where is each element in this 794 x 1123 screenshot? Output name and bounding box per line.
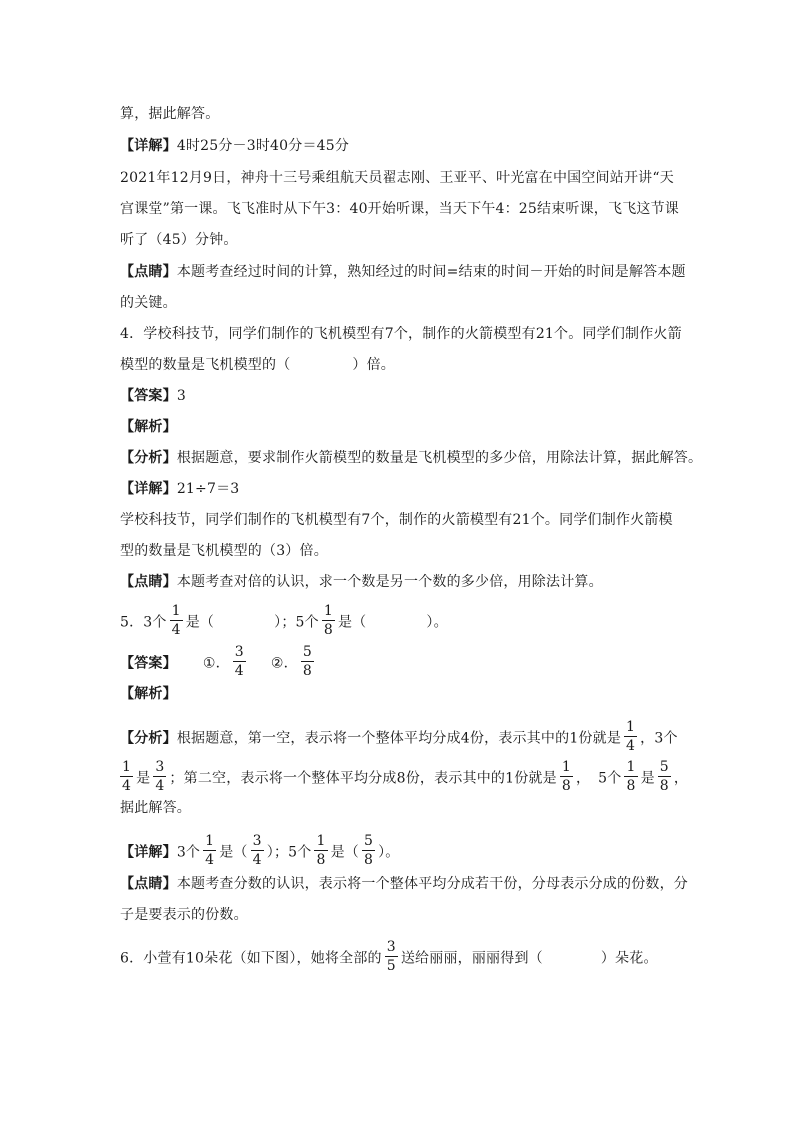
- denominator: 4: [252, 852, 262, 868]
- question-text: 模型的数量是飞机模型的（: [120, 357, 291, 373]
- jiexi-line: [120, 684, 177, 704]
- review-line: [120, 262, 686, 282]
- review-line: [120, 874, 688, 894]
- numerator: 1: [171, 603, 181, 619]
- fraction-one-quarter: [624, 720, 637, 753]
- denominator: 8: [561, 778, 571, 794]
- detail-text: 是（: [219, 844, 248, 861]
- denominator: 4: [171, 622, 181, 638]
- question-text: 是（: [185, 614, 215, 631]
- text-line: [120, 510, 673, 530]
- answer-tag: 【答案】: [120, 388, 177, 404]
- review-tag: 【点睛】: [120, 574, 177, 590]
- text-line: [120, 230, 238, 250]
- denominator: 4: [155, 778, 165, 794]
- denominator: 8: [659, 778, 669, 794]
- text-line: [120, 798, 191, 818]
- analysis-line-2: [120, 759, 689, 795]
- denominator: 4: [234, 663, 244, 679]
- denominator: 8: [363, 852, 374, 868]
- question-text: 4．学校科技节，同学们制作的飞机模型有7个，制作的火箭模型有21个。同学们制作火箭: [120, 326, 682, 342]
- line-text: 据此解答。: [120, 800, 191, 816]
- denominator: 8: [316, 852, 326, 868]
- fraction-five-eighths: [362, 834, 375, 867]
- detail-text: 21÷7＝3: [176, 481, 240, 497]
- question-4-stem: [120, 324, 682, 344]
- answer-index-1: ①．: [202, 655, 230, 672]
- fraction-one-eighth: [560, 760, 573, 793]
- line-text: 学校科技节，同学们制作的飞机模型有7个，制作的火箭模型有21个。同学们制作火箭模: [120, 512, 673, 528]
- numerator: 1: [561, 759, 571, 775]
- detail-tag: 【详解】: [120, 138, 177, 154]
- numerator: 3: [386, 939, 396, 955]
- jiexi-tag: 【解析】: [120, 686, 177, 702]
- fraction-one-quarter: [203, 834, 216, 867]
- fraction-five-eighths: [301, 645, 314, 678]
- jiexi-line: [120, 417, 177, 437]
- question-text: 是（: [337, 614, 367, 631]
- review-line: [120, 572, 603, 592]
- detail-tag: 【详解】: [120, 481, 177, 497]
- line-text: 2021年12月9日，神舟十三号乘组航天员翟志刚、王亚平、叶光富在中国空间站开讲“天: [120, 170, 674, 186]
- numerator: 3: [252, 833, 262, 849]
- numerator: 1: [323, 603, 333, 619]
- line-text: 型的数量是飞机模型的（3）倍。: [120, 543, 328, 559]
- analysis-tag: 【分析】: [120, 730, 177, 747]
- fraction-five-eighths: [658, 760, 671, 793]
- line-text: 子是要表示的份数。: [120, 907, 248, 923]
- question-4-stem-2: [120, 355, 395, 375]
- numerator: 1: [626, 719, 636, 735]
- numerator: 1: [205, 833, 215, 849]
- answer-line: [120, 386, 186, 406]
- review-tag: 【点睛】: [120, 876, 177, 892]
- fraction-three-quarters: [153, 760, 166, 793]
- question-5-stem: [120, 603, 448, 639]
- analysis-line: [120, 448, 702, 468]
- text-line: [120, 905, 248, 925]
- fraction-one-eighth: [624, 760, 637, 793]
- question-6-stem: [120, 939, 658, 975]
- detail-text: 3个: [176, 844, 201, 861]
- fraction-one-eighth: [322, 604, 335, 637]
- detail-text: 是（: [330, 844, 359, 861]
- question-text: 6．小萱有10朵花（如下图），她将全部的: [120, 950, 382, 967]
- text-line: [120, 541, 328, 561]
- text-line: [120, 293, 177, 313]
- question-text: ）；5个: [274, 614, 319, 631]
- numerator: 5: [363, 833, 374, 849]
- text-line: [120, 104, 219, 124]
- answer-index-2: ②．: [270, 655, 298, 672]
- numerator: 1: [316, 833, 326, 849]
- line-text: 宫课堂”第一课。飞飞准时从下午3：40开始听课，当天下午4：25结束听课，飞飞这节课: [120, 201, 679, 217]
- numerator: 5: [659, 759, 669, 775]
- line-text: 算，据此解答。: [120, 106, 220, 122]
- detail-line: [120, 479, 239, 499]
- text-line: [120, 168, 674, 188]
- question-text: ）朵花。: [600, 950, 658, 967]
- answer-value: 3: [176, 388, 186, 404]
- denominator: 8: [323, 622, 333, 638]
- analysis-line: [120, 719, 678, 755]
- denominator: 4: [205, 852, 215, 868]
- fraction-three-quarters: [233, 645, 246, 678]
- fraction-one-eighth: [314, 834, 327, 867]
- denominator: 4: [122, 778, 132, 794]
- line-text: 的关键。: [120, 295, 177, 311]
- analysis-tag: 【分析】: [120, 450, 177, 466]
- fraction-one-quarter: [170, 604, 183, 637]
- fraction-three-fifths: [385, 940, 398, 973]
- numerator: 1: [626, 759, 636, 775]
- jiexi-tag: 【解析】: [120, 419, 177, 435]
- analysis-text: ，: [575, 770, 591, 787]
- review-tag: 【点睛】: [120, 264, 177, 280]
- numerator: 5: [302, 644, 312, 660]
- denominator: 4: [626, 738, 636, 754]
- detail-text: 4时25分－3时40分＝45分: [176, 138, 350, 154]
- analysis-text: ，: [673, 770, 689, 787]
- detail-text: ）；5个: [266, 844, 312, 861]
- detail-line: [120, 136, 349, 156]
- review-text: 本题考查分数的认识，表示将一个整体平均分成若干份，分母表示分成的份数，分: [176, 876, 689, 892]
- detail-line: [120, 833, 400, 869]
- denominator: 8: [302, 663, 312, 679]
- denominator: 5: [386, 958, 396, 974]
- analysis-text: 是: [136, 770, 151, 787]
- denominator: 8: [626, 778, 636, 794]
- question-text: ）倍。: [352, 357, 396, 373]
- answer-tag: 【答案】: [120, 655, 177, 672]
- question-text: ）。: [426, 614, 448, 631]
- analysis-text: 是: [640, 770, 655, 787]
- fraction-one-quarter: [120, 760, 133, 793]
- review-text: 本题考查对倍的认识，求一个数是另一个数的多少倍，用除法计算。: [176, 574, 603, 590]
- detail-tag: 【详解】: [120, 844, 177, 861]
- analysis-text: 根据题意，要求制作火箭模型的数量是飞机模型的多少倍，用除法计算，据此解答。: [176, 450, 703, 466]
- question-text: 送给丽丽，丽丽得到（: [400, 950, 543, 967]
- analysis-text: 根据题意，第一空，表示将一个整体平均分成4份，表示其中的1份就是: [176, 730, 622, 747]
- question-text: 5．3个: [120, 614, 167, 631]
- numerator: 3: [155, 759, 165, 775]
- detail-text: ）。: [378, 844, 400, 861]
- analysis-text: ，3个: [640, 730, 678, 747]
- analysis-text: ；第二空，表示将一个整体平均分成8份，表示其中的1份就是: [169, 770, 557, 787]
- numerator: 1: [122, 759, 132, 775]
- line-text: 听了（45）分钟。: [120, 232, 238, 248]
- analysis-text: 5个: [598, 770, 622, 787]
- review-text: 本题考查经过时间的计算，熟知经过的时间=结束的时间－开始的时间是解答本题: [176, 264, 686, 280]
- answer-line: [120, 644, 317, 680]
- fraction-three-quarters: [251, 834, 264, 867]
- numerator: 3: [234, 644, 244, 660]
- text-line: [120, 199, 679, 219]
